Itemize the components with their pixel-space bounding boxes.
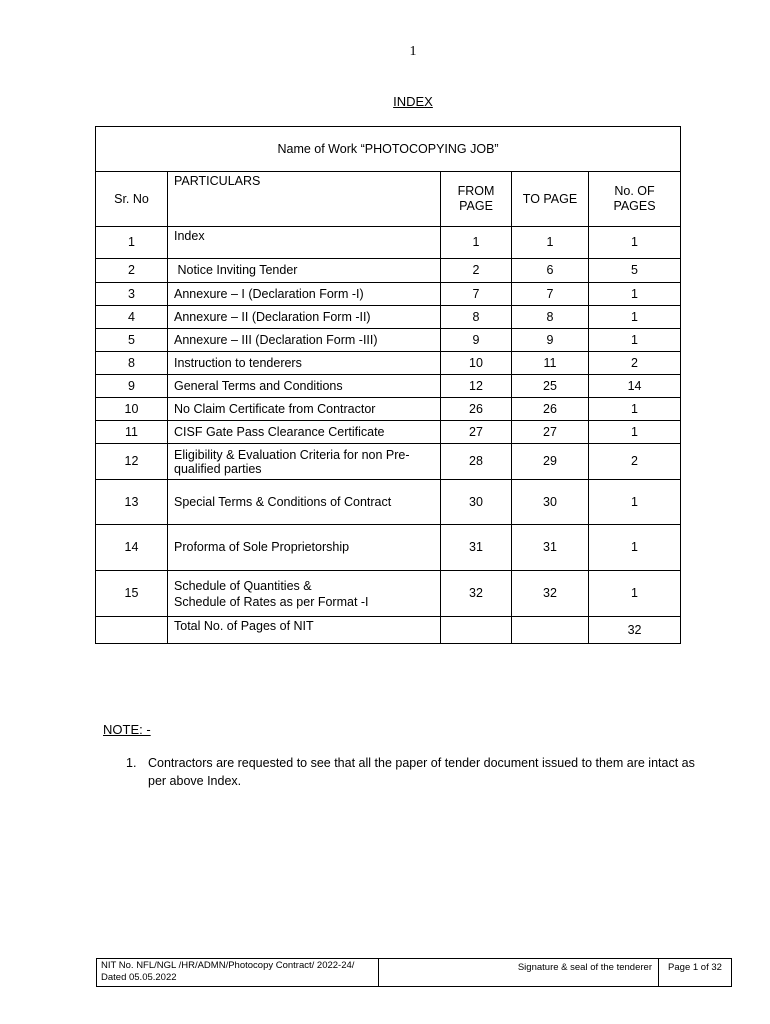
footer-page-count: Page 1 of 32 [668,962,722,973]
row-sr: 1 [96,227,168,259]
total-from-empty [441,617,512,644]
row-from: 12 [441,375,512,398]
row-to: 11 [512,352,589,375]
row-particular: Index [168,227,441,259]
row-sr: 8 [96,352,168,375]
row-pages: 1 [589,306,681,329]
table-row [96,227,681,259]
row-from: 27 [441,421,512,444]
row-sr: 10 [96,398,168,421]
row-to: 7 [512,283,589,306]
row-sr: 13 [96,480,168,525]
row-pages: 2 [589,352,681,375]
row-from: 31 [441,525,512,571]
table-row [96,329,681,352]
row-pages: 1 [589,283,681,306]
row-particular: CISF Gate Pass Clearance Certificate [168,421,441,444]
row-pages: 14 [589,375,681,398]
row-particular: Special Terms & Conditions of Contract [168,480,441,525]
row-sr: 3 [96,283,168,306]
row-from: 28 [441,444,512,480]
note-number: 1. [126,756,137,770]
row-pages: 1 [589,480,681,525]
total-pages: 32 [589,617,681,644]
row-sr: 9 [96,375,168,398]
header-particulars: PARTICULARS [168,172,441,227]
row-particular-line1: Schedule of Quantities & [174,578,312,593]
header-sr-no: Sr. No [96,172,168,227]
table-row [96,352,681,375]
row-from: 7 [441,283,512,306]
row-to: 30 [512,480,589,525]
row-pages: 1 [589,329,681,352]
row-pages: 1 [589,398,681,421]
row-to: 26 [512,398,589,421]
row-particular: Proforma of Sole Proprietorship [168,525,441,571]
row-pages: 1 [589,227,681,259]
row-particular: Instruction to tenderers [168,352,441,375]
row-particular: General Terms and Conditions [168,375,441,398]
row-from: 32 [441,571,512,617]
row-particular: Notice Inviting Tender [168,259,441,283]
list-item [126,754,701,790]
row-to: 27 [512,421,589,444]
row-to: 6 [512,259,589,283]
footer-nit-number: NIT No. NFL/NGL /HR/ADMN/Photocopy Contract/ 2022-24/ [101,960,355,971]
table-row [96,571,681,617]
row-sr: 4 [96,306,168,329]
table-row [96,306,681,329]
row-from: 9 [441,329,512,352]
table-row [96,525,681,571]
note-list [126,754,701,790]
header-no-of-pages: No. OF PAGES [589,172,681,227]
row-to: 1 [512,227,589,259]
row-pages: 1 [589,571,681,617]
row-pages: 1 [589,525,681,571]
page-title: INDEX [393,94,433,109]
name-of-work: Name of Work “PHOTOCOPYING JOB” [96,127,681,172]
row-particular-line2: Schedule of Rates as per Format -I [174,594,369,609]
row-to: 29 [512,444,589,480]
row-particular: Annexure – III (Declaration Form -III) [168,329,441,352]
row-to: 32 [512,571,589,617]
note-text: Contractors are requested to see that all the paper of tender document issued to them are intact as per above Index. [148,756,695,788]
row-pages: 2 [589,444,681,480]
header-row [96,172,681,227]
footer-date: Dated 05.05.2022 [101,972,177,983]
row-sr: 15 [96,571,168,617]
row-sr: 14 [96,525,168,571]
row-sr: 11 [96,421,168,444]
row-from: 26 [441,398,512,421]
note-title: NOTE: - [103,722,151,737]
row-sr: 2 [96,259,168,283]
table-row [96,444,681,480]
row-from: 10 [441,352,512,375]
row-particular: Annexure – II (Declaration Form -II) [168,306,441,329]
row-particular [168,571,441,617]
total-to-empty [512,617,589,644]
total-label: Total No. of Pages of NIT [168,617,441,644]
row-from: 1 [441,227,512,259]
row-to: 25 [512,375,589,398]
row-particular: Eligibility & Evaluation Criteria for non Pre-qualified parties [168,444,441,480]
index-table [95,126,681,644]
total-row [96,617,681,644]
header-from-page: FROM PAGE [441,172,512,227]
row-to: 31 [512,525,589,571]
table-row [96,259,681,283]
footer-signature: Signature & seal of the tenderer [379,959,659,986]
row-from: 8 [441,306,512,329]
table-row [96,421,681,444]
name-of-work-row [96,127,681,172]
table-row [96,375,681,398]
row-particular: Annexure – I (Declaration Form -I) [168,283,441,306]
footer-nit [97,959,379,986]
row-from: 30 [441,480,512,525]
row-sr: 12 [96,444,168,480]
header-to-page: TO PAGE [512,172,589,227]
total-sr-empty [96,617,168,644]
row-to: 8 [512,306,589,329]
table-row [96,398,681,421]
row-from: 2 [441,259,512,283]
table-row [96,283,681,306]
page-footer [96,958,732,987]
table-row [96,480,681,525]
page-number: 1 [409,44,417,59]
row-to: 9 [512,329,589,352]
row-sr: 5 [96,329,168,352]
row-pages: 1 [589,421,681,444]
row-particular: No Claim Certificate from Contractor [168,398,441,421]
row-pages: 5 [589,259,681,283]
